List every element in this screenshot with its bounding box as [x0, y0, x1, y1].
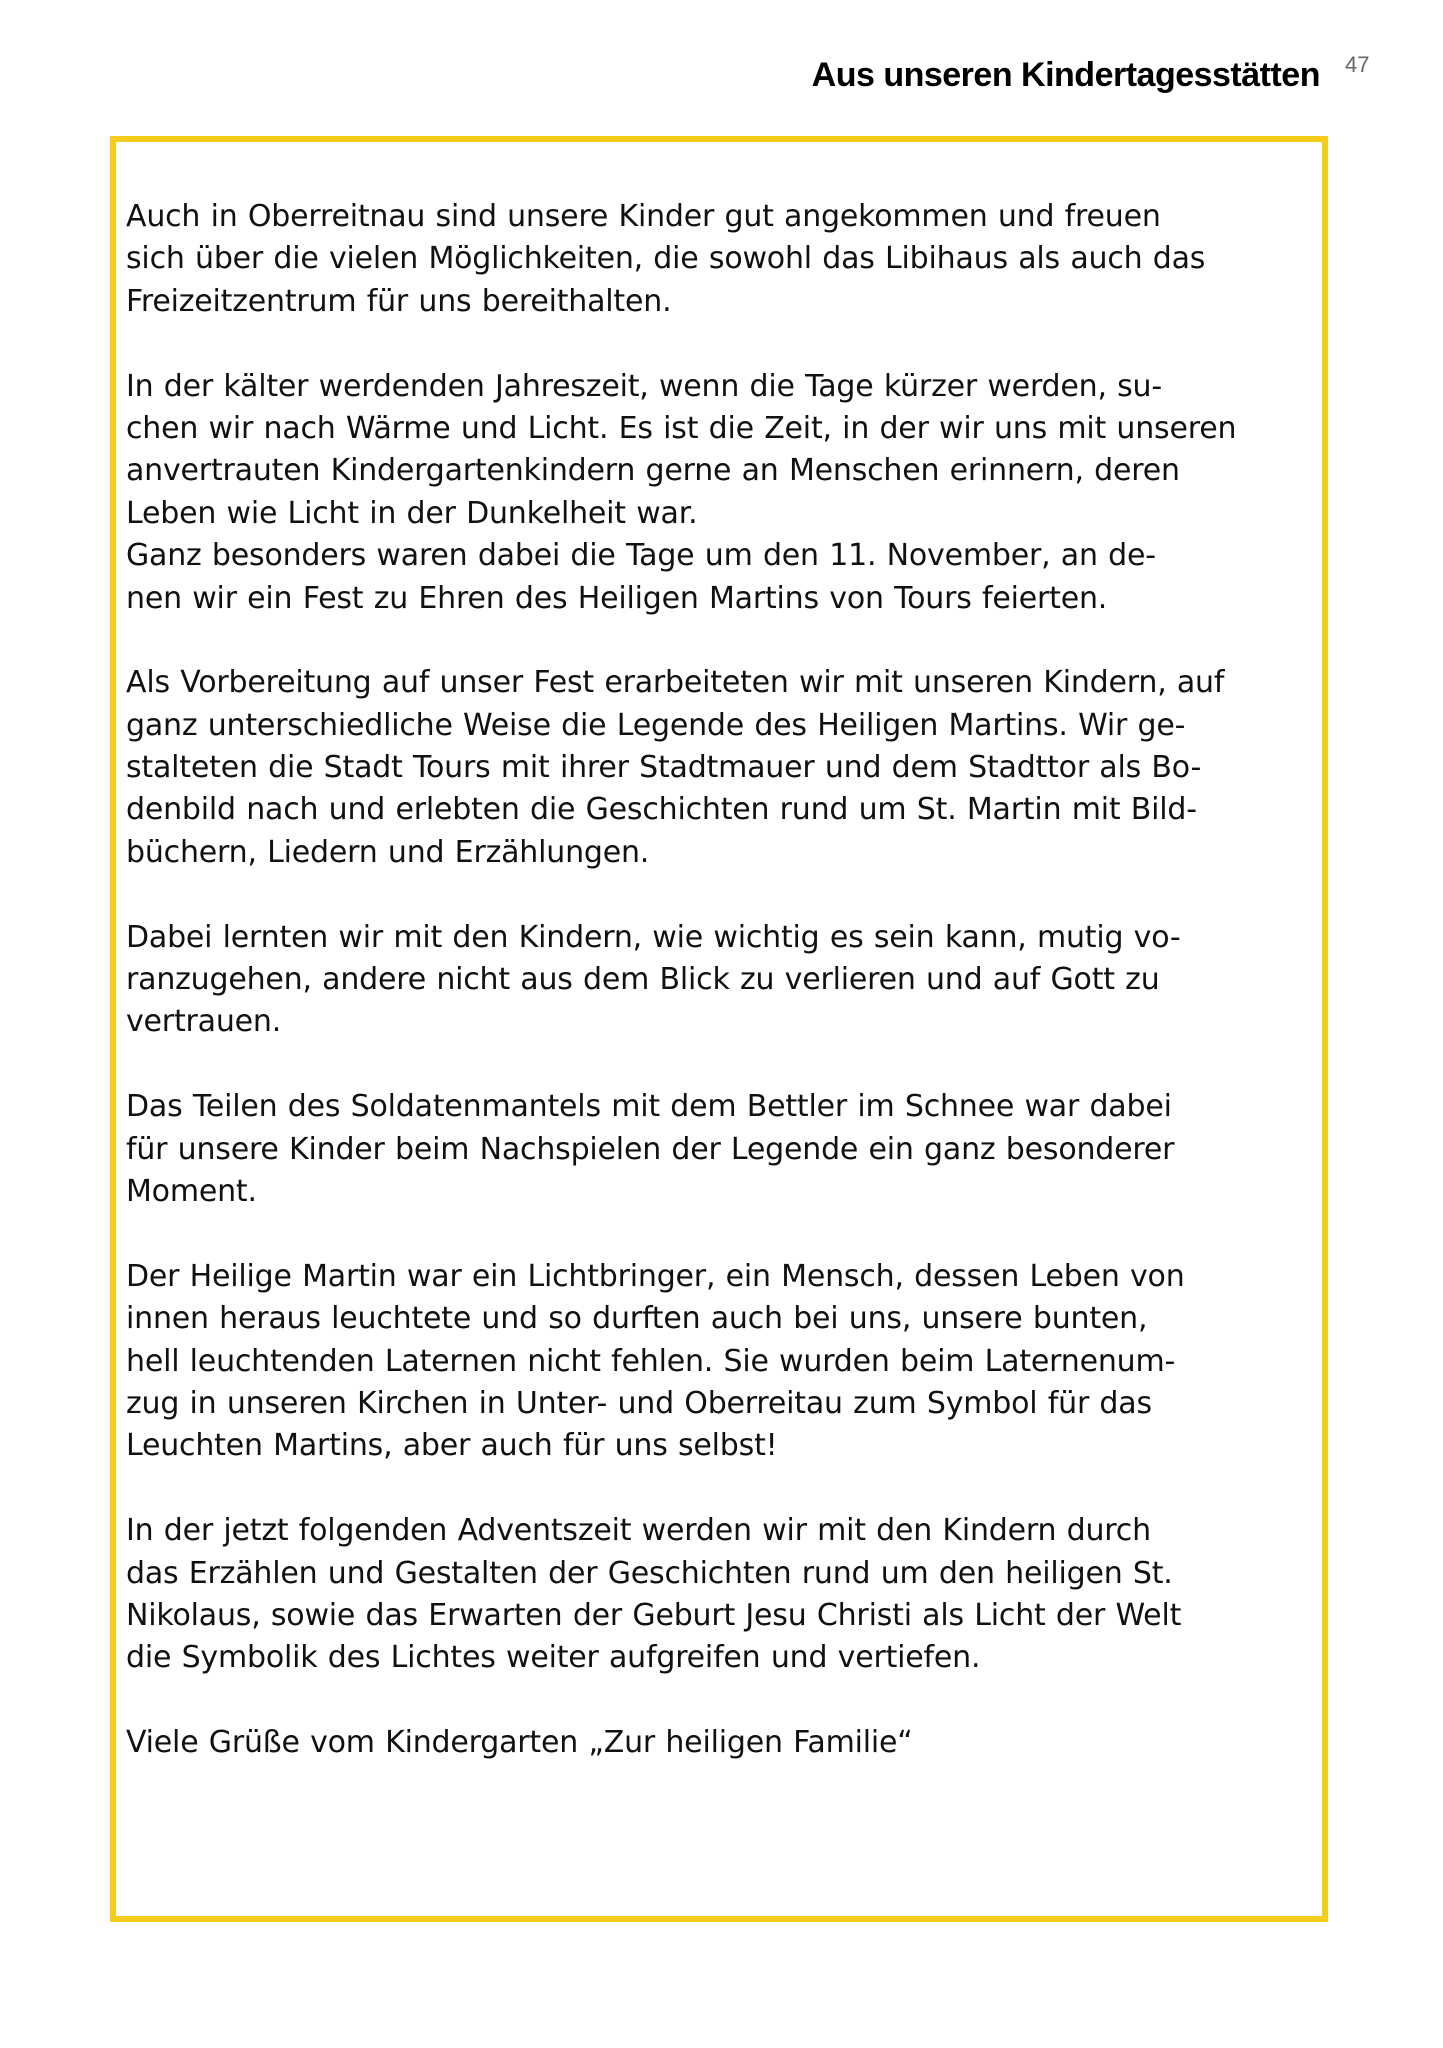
text-line: In der jetzt folgenden Adventszeit werden wir mit den Kindern durch — [126, 1513, 1151, 1549]
text-line: denbild nach und erlebten die Geschichten rund um St. Martin mit Bild- — [126, 792, 1197, 828]
paragraph-gap — [126, 620, 1326, 662]
text-line: die Symbolik des Lichtes weiter aufgreifen und vertiefen. — [126, 1640, 981, 1676]
text-line: Viele Grüße vom Kindergarten „Zur heiligen Familie“ — [126, 1725, 913, 1761]
paragraph-gap — [126, 874, 1326, 916]
page-header-title: Aus unseren Kindertagesstätten — [811, 56, 1320, 94]
text-line: nen wir ein Fest zu Ehren des Heiligen Martins von Tours feierten. — [126, 580, 1108, 616]
text-line: Freizeitzentrum für uns bereithalten. — [126, 283, 672, 319]
paragraph-4 — [126, 917, 1326, 1044]
text-line: büchern, Liedern und Erzählungen. — [126, 834, 650, 870]
text-line: Moment. — [126, 1173, 257, 1209]
page-number: 47 — [1345, 52, 1370, 77]
paragraph-gap — [126, 1044, 1326, 1086]
text-line: anvertrauten Kindergartenkindern gerne an Menschen erinnern, deren — [126, 453, 1180, 489]
text-line: Auch in Oberreitnau sind unsere Kinder gut angekommen und freuen — [126, 199, 1161, 234]
text-line: hell leuchtenden Laternen nicht fehlen. Sie wurden beim Laternenum- — [126, 1343, 1176, 1379]
text-line: vertrauen. — [126, 1004, 282, 1040]
paragraph-3 — [126, 662, 1326, 874]
paragraph-5 — [126, 1086, 1326, 1213]
text-line: für unsere Kinder beim Nachspielen der Legende ein ganz besonderer — [126, 1131, 1175, 1167]
text-line: Leuchten Martins, aber auch für uns selbst! — [126, 1428, 778, 1464]
text-line: ranzugehen, andere nicht aus dem Blick zu verlieren und auf Gott zu — [126, 962, 1160, 998]
text-line: Das Teilen des Soldatenmantels mit dem Bettler im Schnee war dabei — [126, 1089, 1172, 1125]
paragraph-1 — [126, 196, 1326, 323]
paragraph-gap — [126, 1213, 1326, 1255]
paragraph-6 — [126, 1256, 1326, 1468]
text-line: Nikolaus, sowie das Erwarten der Geburt Jesu Christi als Licht der Welt — [126, 1597, 1182, 1633]
text-line: In der kälter werdenden Jahreszeit, wenn die Tage kürzer werden, su- — [126, 368, 1162, 404]
text-line: Als Vorbereitung auf unser Fest erarbeiteten wir mit unseren Kindern, auf — [126, 665, 1225, 701]
text-line: Der Heilige Martin war ein Lichtbringer, ein Mensch, dessen Leben von — [126, 1258, 1185, 1294]
article-body — [126, 196, 1326, 1764]
text-line: innen heraus leuchtete und so durften auch bei uns, unsere bunten, — [126, 1301, 1148, 1337]
text-line: sich über die vielen Möglichkeiten, die sowohl das Libihaus als auch das — [126, 241, 1206, 277]
text-line: stalteten die Stadt Tours mit ihrer Stadtmauer und dem Stadttor als Bo- — [126, 750, 1202, 786]
text-line: chen wir nach Wärme und Licht. Es ist die Zeit, in der wir uns mit unseren — [126, 410, 1237, 446]
paragraph-7 — [126, 1510, 1326, 1680]
text-line: ganz unterschiedliche Weise die Legende des Heiligen Martins. Wir ge- — [126, 707, 1186, 743]
paragraph-gap — [126, 1468, 1326, 1510]
text-line: das Erzählen und Gestalten der Geschichten rund um den heiligen St. — [126, 1555, 1173, 1591]
text-line: zug in unseren Kirchen in Unter- und Oberreitau zum Symbol für das — [126, 1385, 1152, 1421]
paragraph-gap — [126, 323, 1326, 365]
text-line: Dabei lernten wir mit den Kindern, wie wichtig es sein kann, mutig vo- — [126, 919, 1181, 955]
paragraph-2 — [126, 366, 1326, 620]
text-line: Leben wie Licht in der Dunkelheit war. — [126, 495, 698, 531]
text-line: Ganz besonders waren dabei die Tage um den 11. November, an de- — [126, 538, 1156, 574]
paragraph-8 — [126, 1722, 1326, 1764]
paragraph-gap — [126, 1680, 1326, 1722]
